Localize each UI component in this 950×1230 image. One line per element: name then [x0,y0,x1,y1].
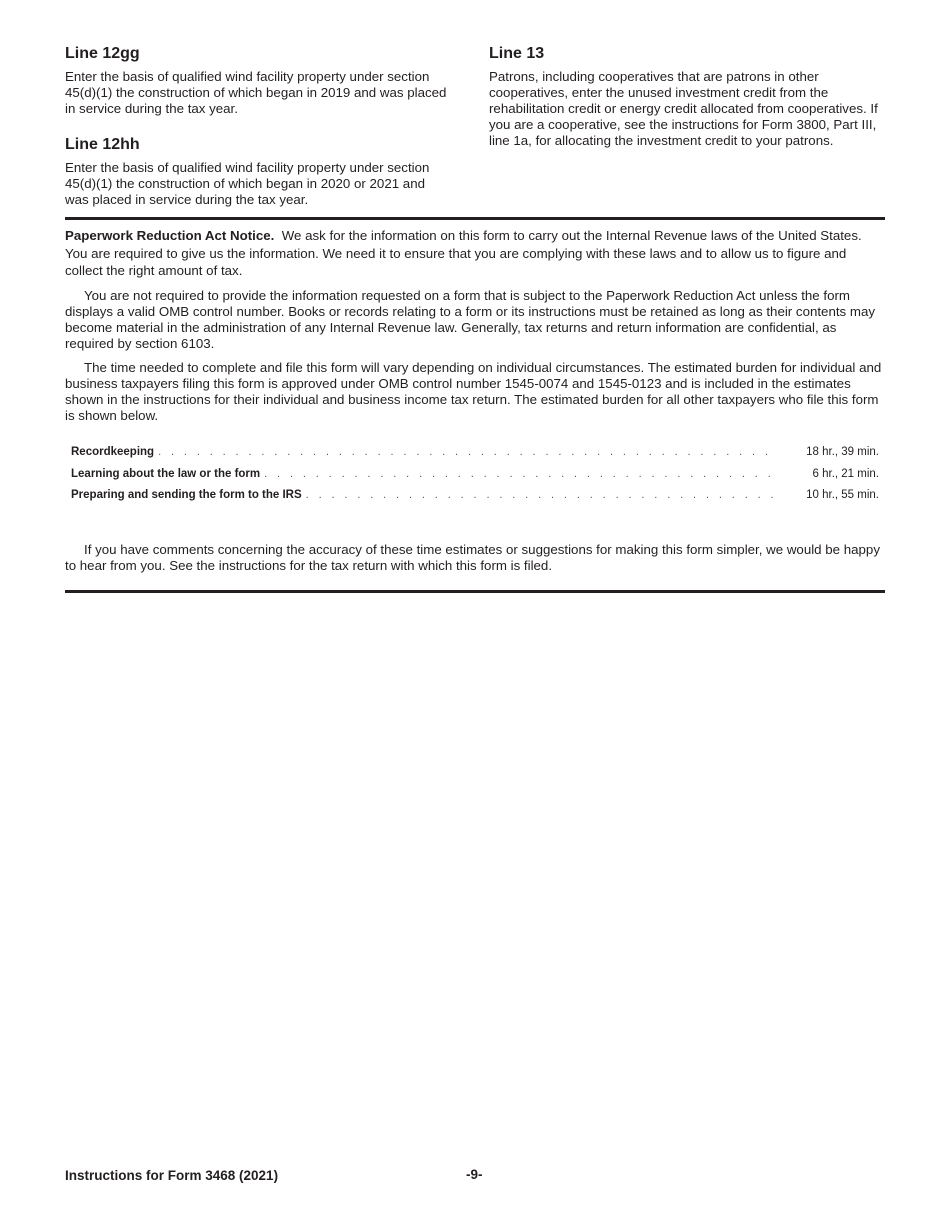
dot-leader [306,487,775,503]
table-row [71,466,879,488]
document-page [65,0,885,1230]
horizontal-rule [65,590,885,593]
table-row [71,487,879,509]
left-column [65,44,450,208]
section-line-12gg [65,44,450,117]
section-body: Enter the basis of qualified wind facility property under section 45(d)(1) the construction of which began in 2019 and was placed in service during the tax year. [65,69,447,116]
right-column [489,44,885,149]
table-row [71,444,879,466]
burden-label: Recordkeeping [71,446,155,458]
notice-paragraph: You are not required to provide the information requested on a form that is subject to the Paperwork Reduction Act unless the form displays a valid OMB control number. Books or records relating to a form or its instructions must be retained as long as their contents may become material in the administration of any Internal Revenue law. Generally, tax returns and return information are confidential, as required by section 6103. [65,288,875,351]
section-line-13 [489,44,885,149]
notice-paragraph: If you have comments concerning the accuracy of these time estimates or suggestions for making this form simpler, we would be happy to hear from you. See the instructions for the tax return with which this form is filed. [65,542,880,573]
section-body: Enter the basis of qualified wind facility property under section 45(d)(1) the construction of which began in 2020 or 2021 and was placed in service during the tax year. [65,160,430,207]
paperwork-notice [65,227,885,280]
section-heading: Line 12hh [65,136,140,153]
page-number: -9- [466,1167,483,1182]
burden-label: Learning about the law or the form [71,467,261,480]
section-body: Patrons, including cooperatives that are patrons in other cooperatives, enter the unused investment credit from the rehabilitation credit or energy credit allocated from cooperatives. If you are a cooperative, see the instructions for Form 3800, Part III, line 1a, for allocating the investment credit to your patrons. [489,69,878,148]
notice-paragraph: The time needed to complete and file this form will vary depending on individual circumstances. The estimated burden for individual and business taxpayers filing this form is approved under OMB control number 1545-0074 and 1545-0123 and is included in the estimates shown in the instructions for their individual and business income tax return. The estimated burden for all other taxpayers who file this form is shown below. [65,360,882,423]
burden-value: 6 hr., 21 min. [812,467,879,480]
burden-label: Preparing and sending the form to the IRS [71,489,302,501]
burden-value: 18 hr., 39 min. [806,446,879,458]
footer-title: Instructions for Form 3468 (2021) [65,1168,279,1183]
section-heading: Line 13 [489,45,545,62]
section-line-12hh [65,135,450,208]
dot-leader [158,444,775,460]
section-heading: Line 12gg [65,45,140,62]
dot-leader [264,466,775,482]
burden-table [71,444,879,509]
burden-value: 10 hr., 55 min. [806,489,879,501]
horizontal-rule [65,217,885,220]
notice-text: We ask for the information on this form to carry out the Internal Revenue laws of the United States. You are required to give us the information. We need it to ensure that you are complying with these laws and to allow us to figure and collect the right amount of tax. [65,228,862,278]
notice-title: Paperwork Reduction Act Notice. [65,228,275,243]
